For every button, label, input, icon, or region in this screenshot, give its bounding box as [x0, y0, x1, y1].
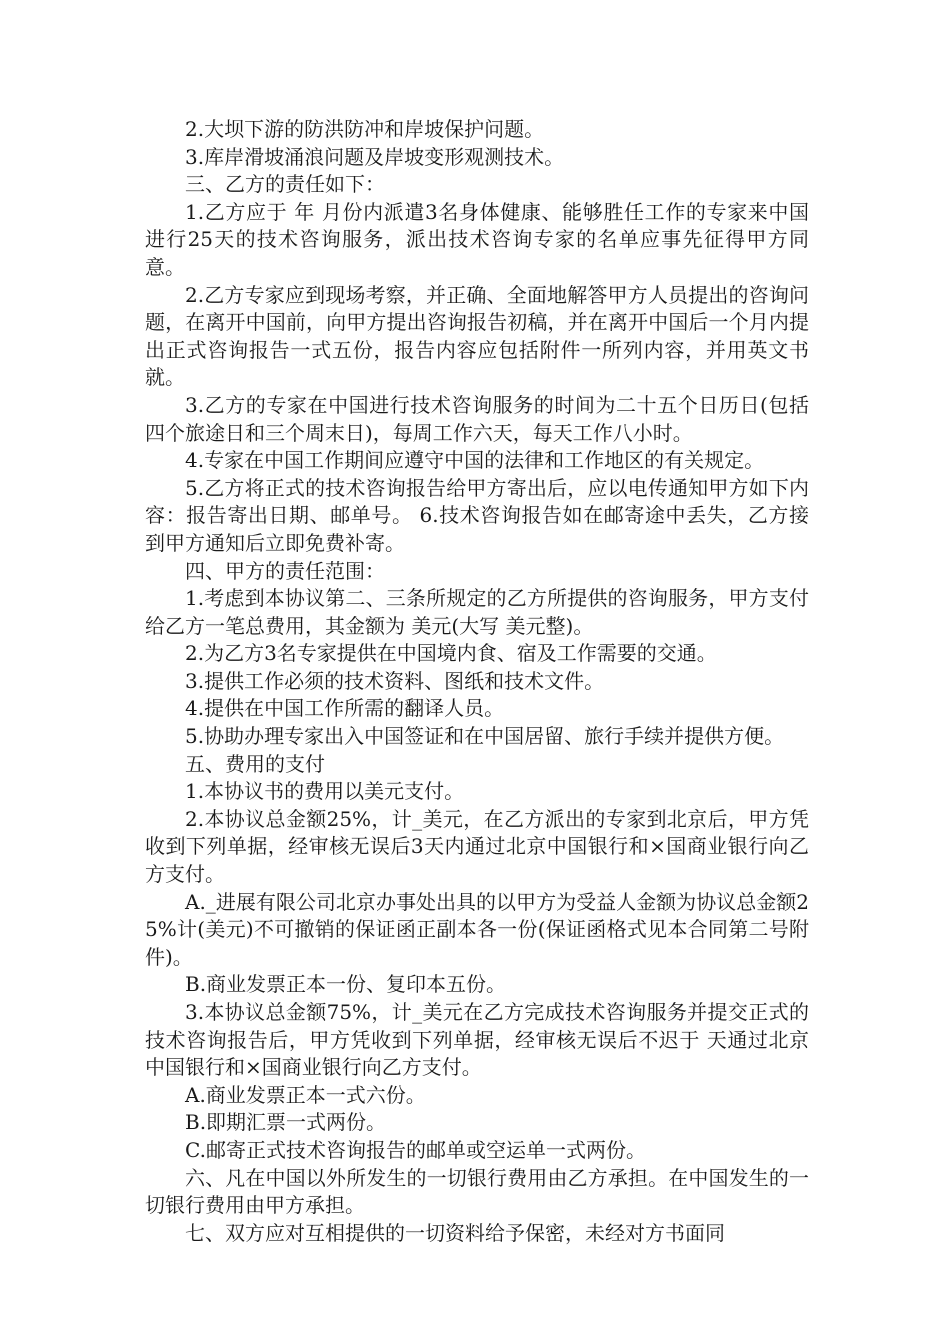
paragraph: B.即期汇票一式两份。: [185, 1110, 387, 1135]
paragraph: 2.乙方专家应到现场考察，并正确、全面地解答甲方人员提出的咨询问题，在离开中国前，向甲方提出咨询报告初稿，并在离开中国后一个月内提出正式咨询报告一式五份，报告内容应包括附件一所列内容，并用英文书就。: [145, 282, 809, 390]
paragraph: 1.乙方应于 年 月份内派遣3名身体健康、能够胜任工作的专家来中国进行25天的技术咨询服务，派出技术咨询专家的名单应事先征得甲方同意。: [145, 199, 809, 279]
paragraph: 2.本协议总金额25%，计_美元，在乙方派出的专家到北京后，甲方凭收到下列单据，经审核无误后3天内通过北京中国银行和×国商业银行向乙方支付。: [145, 806, 809, 887]
paragraph: 2.为乙方3名专家提供在中国境内食、宿及工作需要的交通。: [185, 641, 717, 666]
paragraph: A.商业发票正本一式六份。: [185, 1082, 426, 1107]
paragraph: 5.协助办理专家出入中国签证和在中国居留、旅行手续并提供方便。: [185, 724, 785, 749]
section-heading: 六、凡在中国以外所发生的一切银行费用由乙方承担。在中国发生的一切银行费用由甲方承担。: [145, 1165, 809, 1218]
paragraph: 2.大坝下游的防洪防冲和岸坡保护问题。: [185, 117, 545, 141]
paragraph: 3.本协议总金额75%，计_美元在乙方完成技术咨询服务并提交正式的技术咨询报告后，甲方凭收到下列单据，经审核无误后不迟于 天通过北京中国银行和×国商业银行向乙方支付。: [145, 1000, 809, 1080]
paragraph: C.邮寄正式技术咨询报告的邮单或空运单一式两份。: [185, 1137, 646, 1162]
document-body: [145, 116, 809, 1247]
paragraph: 1.本协议书的费用以美元支付。: [185, 779, 465, 804]
section-heading: 五、费用的支付: [185, 751, 325, 776]
paragraph: 4.提供在中国工作所需的翻译人员。: [185, 696, 505, 721]
paragraph: 4.专家在中国工作期间应遵守中国的法律和工作地区的有关规定。: [185, 448, 765, 473]
paragraph: 3.乙方的专家在中国进行技术咨询服务的时间为二十五个日历日(包括四个旅途日和三个周末日)，每周工作六天，每天工作八小时。: [145, 392, 809, 445]
section-heading: 七、双方应对互相提供的一切资料给予保密，未经对方书面同: [185, 1220, 725, 1245]
paragraph: B.商业发票正本一份、复印本五份。: [185, 972, 507, 997]
paragraph: 5.乙方将正式的技术咨询报告给甲方寄出后，应以电传通知甲方如下内容：报告寄出日期、邮单号。 6.技术咨询报告如在邮寄途中丢失，乙方接到甲方通知后立即免费补寄。: [145, 475, 809, 555]
section-heading: 三、乙方的责任如下：: [185, 172, 385, 197]
paragraph: 1.考虑到本协议第二、三条所规定的乙方所提供的咨询服务，甲方支付给乙方一笔总费用，其金额为 美元(大写 美元整)。: [145, 586, 809, 638]
paragraph: 3.库岸滑坡涌浪问题及岸坡变形观测技术。: [185, 144, 565, 169]
paragraph: 3.提供工作必须的技术资料、图纸和技术文件。: [185, 668, 605, 693]
section-heading: 四、甲方的责任范围：: [185, 558, 385, 583]
paragraph: A._进展有限公司北京办事处出具的以甲方为受益人金额为协议总金额25%计(美元)不可撤销的保证函正副本各一份(保证函格式见本合同第二号附件)。: [145, 889, 809, 969]
